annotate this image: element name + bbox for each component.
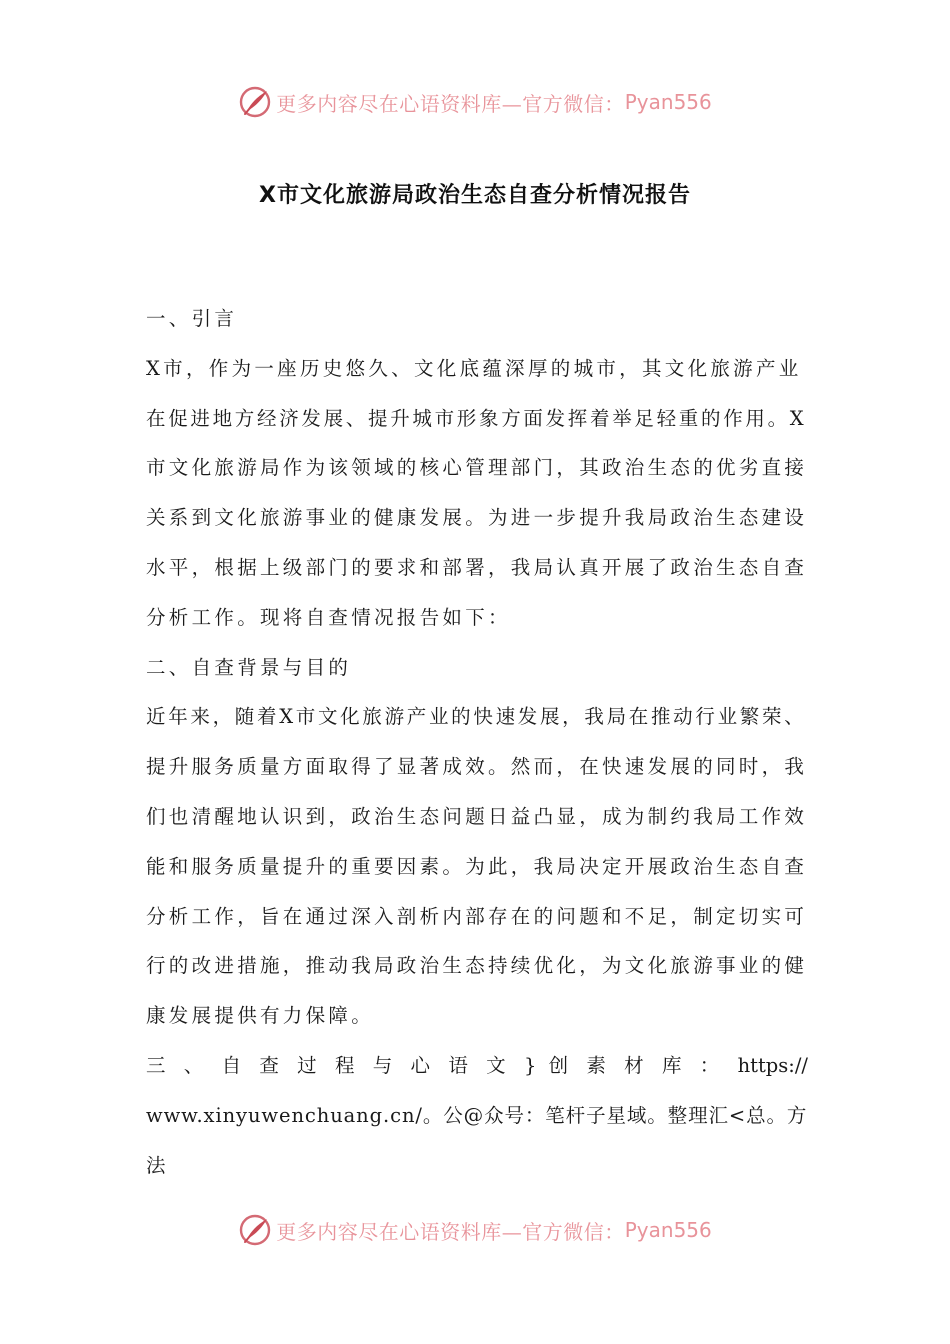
wechat-id: Pyan556 (624, 90, 712, 114)
wechat-id: Pyan556 (624, 1218, 712, 1242)
banner-text: 更多内容尽在心语资料库—官方微信： (276, 91, 625, 116)
body-line: www.xinyuwenchuang.cn/。公@众号：笔杆子星域。整理汇<总。方 (146, 1103, 808, 1127)
section-heading-process: 三 、 自 查 过 程 与 心 语 文 } 创 素 材 库 ： https:// (146, 1053, 808, 1077)
section-heading-intro: 一、引言 (146, 307, 238, 330)
body-line: 行的改进措施，推动我局政治生态持续优化，为文化旅游事业的健 (146, 954, 808, 978)
header-banner (0, 82, 950, 122)
body-line: 们也清醒地认识到，政治生态问题日益凸显，成为制约我局工作效 (146, 804, 808, 828)
body-line: 水平，根据上级部门的要求和部署，我局认真开展了政治生态自查 (146, 555, 808, 579)
quill-pen-icon (238, 85, 272, 119)
body-line: 关系到文化旅游事业的健康发展。为进一步提升我局政治生态建设 (146, 506, 808, 530)
body-line: 康发展提供有力保障。 (146, 1004, 375, 1028)
banner-text: 更多内容尽在心语资料库—官方微信： (276, 1219, 625, 1244)
body-line: 提升服务质量方面取得了显著成效。然而，在快速发展的同时，我 (146, 755, 808, 779)
document-body (146, 294, 808, 1190)
body-line: X市，作为一座历史悠久、文化底蕴深厚的城市，其文化旅游产业 (146, 356, 802, 380)
quill-pen-icon (238, 1213, 272, 1247)
section-heading-background: 二、自查背景与目的 (146, 655, 352, 679)
body-line: 市文化旅游局作为该领域的核心管理部门，其政治生态的优劣直接 (146, 456, 808, 480)
body-line: 近年来，随着X市文化旅游产业的快速发展，我局在推动行业繁荣、 (146, 705, 807, 729)
body-line: 分析工作，旨在通过深入剖析内部存在的问题和不足，制定切实可 (146, 904, 808, 928)
body-line: 法 (146, 1153, 169, 1177)
document-title: X市文化旅游局政治生态自查分析情况报告 (259, 183, 691, 208)
body-line: 能和服务质量提升的重要因素。为此，我局决定开展政治生态自查 (146, 854, 808, 878)
body-line: 在促进地方经济发展、提升城市形象方面发挥着举足轻重的作用。X (146, 406, 807, 430)
body-line: 分析工作。现将自查情况报告如下： (146, 605, 511, 629)
footer-banner (0, 1210, 950, 1250)
